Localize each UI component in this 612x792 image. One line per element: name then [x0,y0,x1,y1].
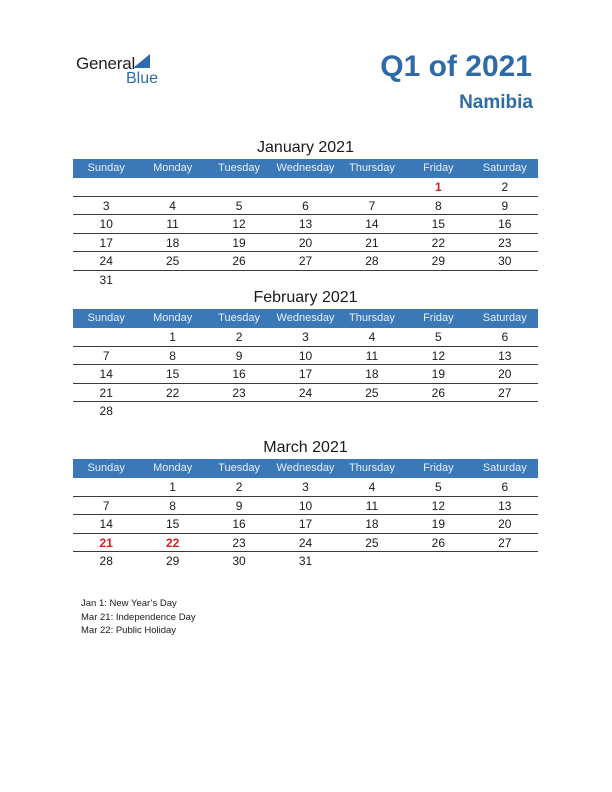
day-cell: 13 [498,498,512,513]
day-cell: 20 [498,517,512,531]
day-cell: 21 [365,235,379,250]
day-cell: 30 [498,254,512,268]
country-name: Namibia [459,92,533,113]
day-cell [73,478,139,496]
day-cell: 16 [498,217,512,231]
day-cell: 23 [232,535,246,550]
week-row [73,478,538,497]
day-cell: 15 [431,217,446,231]
day-cell: 29 [431,254,446,268]
day-cell: 17 [99,235,113,250]
logo-text-general: General [76,54,136,73]
day-cell [472,271,538,289]
day-cell: 13 [298,217,313,231]
logo-text-blue: Blue [126,70,159,87]
day-cell: 18 [365,367,379,381]
day-cell [472,552,538,570]
day-cell: 21 [99,385,113,400]
day-cell: 30 [232,554,246,568]
weekday-label: Saturday [482,162,527,174]
day-cell: 31 [99,272,113,287]
day-cell: 2 [235,480,243,494]
week-row [73,178,538,197]
day-cell: 25 [165,254,180,268]
holiday-note: Mar 22: Public Holiday [81,625,177,637]
day-cell: 22 [165,385,180,400]
day-cell: 8 [435,198,442,213]
day-cell: 1 [169,330,176,344]
day-cell: 14 [99,367,113,381]
weekday-label: Tuesday [218,162,260,174]
day-cell: 24 [298,385,313,400]
day-cell: 5 [435,330,442,344]
day-cell: 17 [298,367,313,381]
day-cell: 27 [298,254,313,268]
day-cell: 22 [431,235,446,250]
day-cell [73,328,139,346]
day-cell [339,271,405,289]
day-cell: 1 [169,480,176,494]
day-cell [339,552,405,570]
day-cell: 3 [302,330,309,344]
day-cell: 2 [235,330,243,344]
day-cell: 6 [302,198,309,213]
day-cell: 20 [298,235,313,250]
day-cell: 6 [501,330,509,344]
day-cell [206,178,272,196]
day-cell: 22 [165,535,180,550]
week-row [73,252,538,271]
month-title: February 2021 [253,289,358,306]
week-row [73,552,538,570]
weekday-label: Thursday [348,162,395,174]
day-cell: 27 [498,535,512,550]
day-cell [206,402,272,420]
day-cell [472,402,538,420]
day-cell: 10 [298,498,313,513]
weekday-label: Friday [423,162,454,174]
day-cell: 25 [365,535,379,550]
day-cell: 9 [235,348,243,363]
day-cell: 5 [435,480,442,494]
weekday-label: Thursday [348,462,395,474]
weekday-header [73,309,538,328]
weekday-label: Tuesday [218,312,260,324]
holiday-note: Mar 21: Independence Day [81,611,196,623]
month-title: March 2021 [263,439,348,456]
day-cell [139,178,205,196]
week-row [73,402,538,420]
weekday-label: Wednesday [276,462,335,474]
weekday-header [73,459,538,478]
day-cell: 14 [365,217,379,231]
day-cell: 3 [302,480,309,494]
day-cell: 28 [99,404,113,418]
month-grid [73,328,538,420]
day-cell [272,402,338,420]
day-cell [272,178,338,196]
day-cell: 10 [99,217,113,231]
week-row [73,365,538,384]
day-cell: 14 [99,517,113,531]
day-cell: 17 [298,517,313,531]
day-cell: 24 [99,254,113,268]
holiday-note: Jan 1: New Year’s Day [81,598,177,609]
day-cell: 7 [102,498,110,513]
weekday-label: Sunday [87,162,125,174]
day-cell: 11 [365,348,379,363]
day-cell: 23 [498,235,512,250]
day-cell: 9 [501,198,509,213]
day-cell [272,271,338,289]
day-cell: 19 [431,517,446,531]
day-cell: 7 [102,348,110,363]
month-march [73,437,538,570]
day-cell: 28 [365,254,379,268]
logo-triangle-icon [133,54,150,68]
day-cell: 12 [431,348,446,363]
day-cell: 8 [169,348,176,363]
day-cell: 11 [166,217,179,231]
day-cell: 28 [99,554,113,568]
weekday-label: Friday [423,462,454,474]
day-cell: 4 [368,480,376,494]
day-cell: 26 [431,385,446,400]
week-row [73,515,538,534]
weekday-label: Monday [153,312,193,324]
week-row [73,215,538,234]
day-cell: 13 [498,348,512,363]
weekday-label: Saturday [482,462,527,474]
day-cell: 20 [498,367,512,381]
weekday-label: Tuesday [218,462,260,474]
month-grid [73,178,538,288]
day-cell: 25 [365,385,379,400]
day-cell [139,271,205,289]
month-january [73,137,538,288]
day-cell: 24 [298,535,313,550]
day-cell: 4 [169,198,176,213]
weekday-label: Thursday [348,312,395,324]
day-cell: 3 [102,198,110,213]
day-cell: 2 [501,180,509,194]
day-cell: 1 [435,180,442,194]
day-cell: 29 [165,554,180,568]
generalblue-logo [76,52,176,92]
day-cell: 8 [169,498,176,513]
weekday-label: Wednesday [276,312,335,324]
day-cell: 7 [368,198,376,213]
day-cell: 12 [232,217,246,231]
week-row [73,328,538,347]
day-cell: 12 [431,498,446,513]
weekday-label: Monday [153,162,193,174]
weekday-label: Sunday [87,462,125,474]
day-cell: 18 [165,235,180,250]
weekday-label: Monday [153,462,193,474]
weekday-label: Friday [423,312,454,324]
day-cell [339,402,405,420]
day-cell: 27 [498,385,512,400]
day-cell [339,178,405,196]
weekday-label: Saturday [482,312,527,324]
day-cell: 23 [232,385,246,400]
day-cell: 15 [165,517,180,531]
week-row [73,234,538,253]
weekday-label: Sunday [87,312,125,324]
day-cell: 19 [431,367,446,381]
week-row [73,197,538,216]
month-grid [73,478,538,570]
week-row [73,347,538,366]
weekday-label: Wednesday [276,162,335,174]
week-row [73,384,538,403]
day-cell: 31 [298,554,313,568]
month-february [73,287,538,420]
day-cell: 16 [232,517,246,531]
day-cell [405,271,471,289]
month-title: January 2021 [257,139,354,156]
day-cell [139,402,205,420]
day-cell: 16 [232,367,246,381]
day-cell [206,271,272,289]
day-cell [405,552,471,570]
day-cell: 26 [431,535,446,550]
day-cell: 19 [232,235,246,250]
day-cell: 21 [99,535,113,550]
day-cell: 18 [365,517,379,531]
day-cell: 26 [232,254,246,268]
day-cell: 9 [235,498,243,513]
day-cell: 5 [235,198,243,213]
day-cell [405,402,471,420]
day-cell [73,178,139,196]
day-cell: 6 [501,480,509,494]
weekday-header [73,159,538,178]
day-cell: 10 [298,348,313,363]
week-row [73,497,538,516]
day-cell: 4 [368,330,376,344]
quarter-title: Q1 of 2021 [380,50,532,83]
day-cell: 15 [165,367,180,381]
holiday-notes [81,597,196,638]
week-row [73,534,538,553]
day-cell: 11 [365,498,379,513]
week-row [73,271,538,289]
